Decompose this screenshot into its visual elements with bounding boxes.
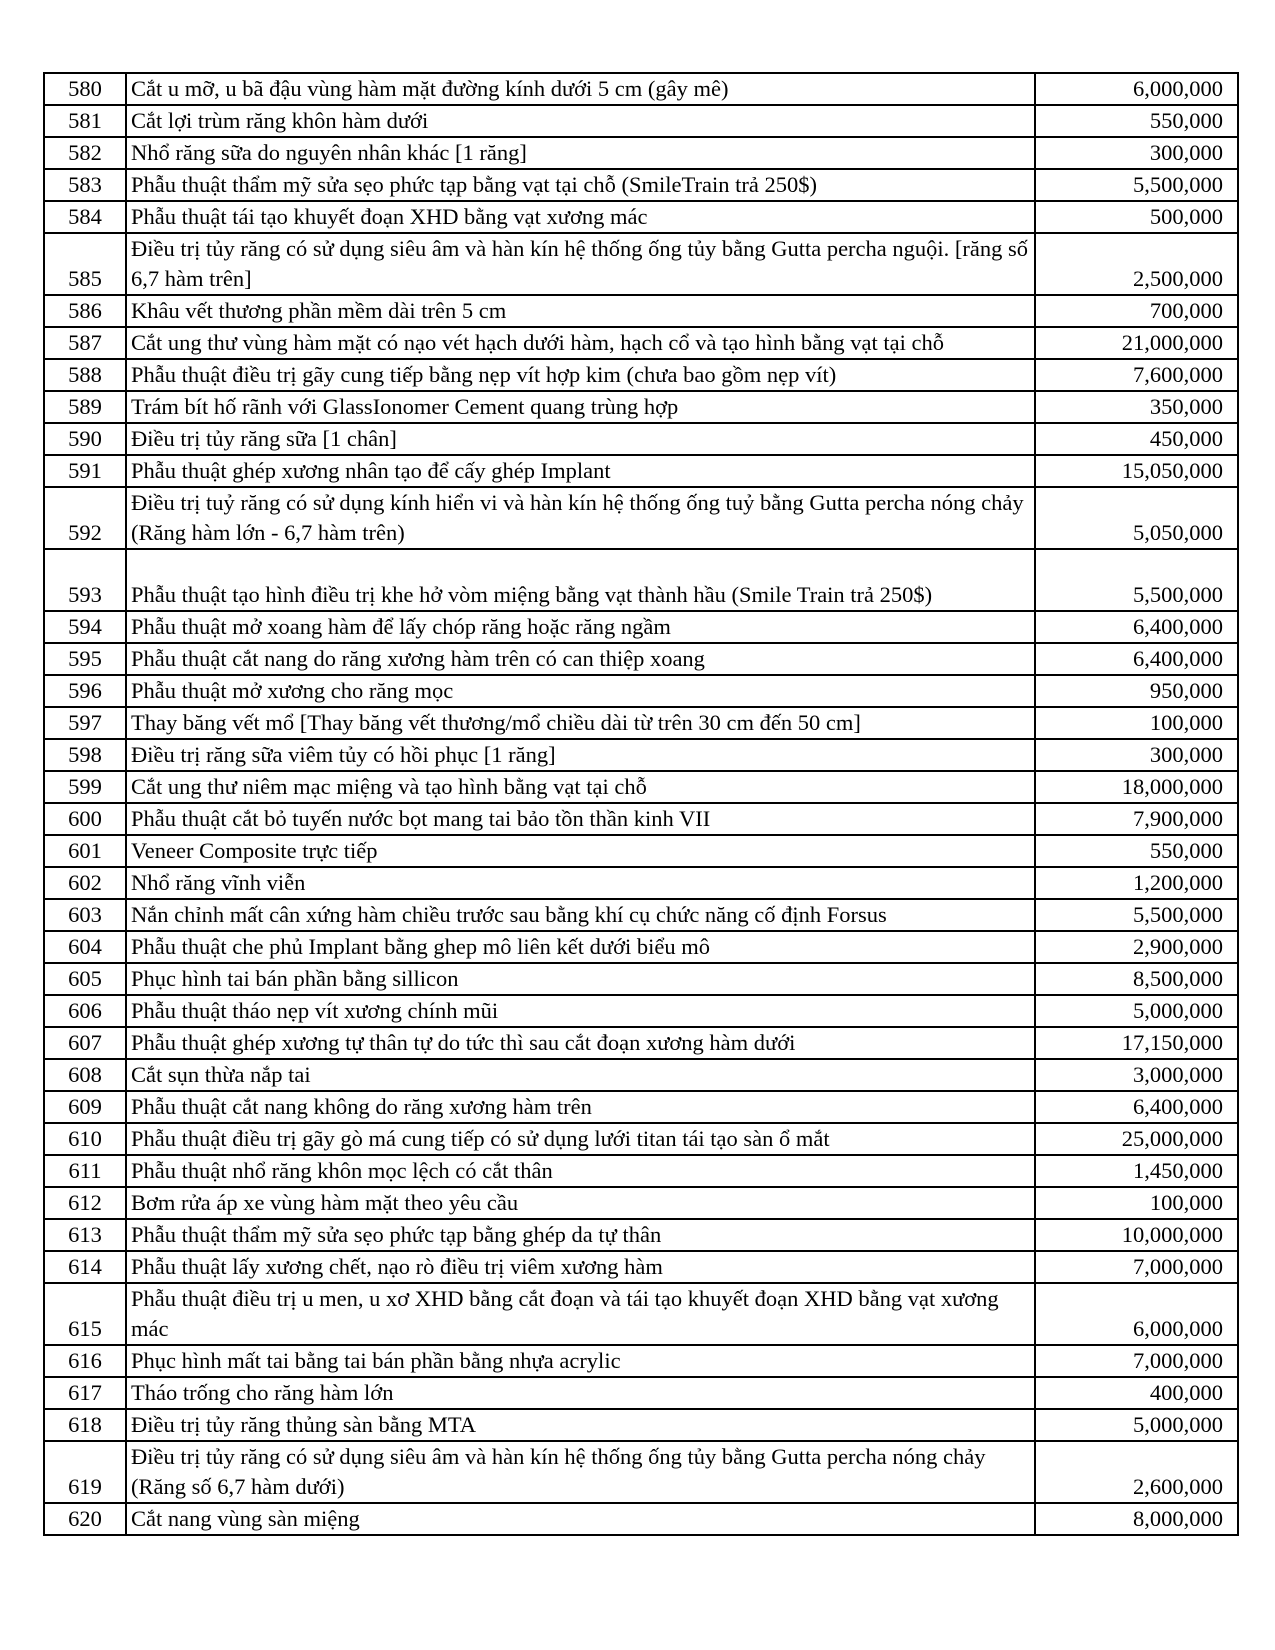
table-row xyxy=(44,803,1238,835)
service-name: Phẫu thuật điều trị u men, u xơ XHD bằng cắt đoạn và tái tạo khuyết đoạn XHD bằng vạt xương mác xyxy=(126,1283,1035,1345)
table-row xyxy=(44,1027,1238,1059)
service-name: Phẫu thuật lấy xương chết, nạo rò điều trị viêm xương hàm xyxy=(126,1251,1035,1283)
service-price: 550,000 xyxy=(1035,105,1238,137)
service-name: Cắt lợi trùm răng khôn hàm dưới xyxy=(126,105,1035,137)
service-price: 3,000,000 xyxy=(1035,1059,1238,1091)
service-name: Trám bít hố rãnh với GlassIonomer Cement quang trùng hợp xyxy=(126,391,1035,423)
service-price: 6,000,000 xyxy=(1035,1283,1238,1345)
row-number: 615 xyxy=(44,1283,126,1345)
table-row xyxy=(44,549,1238,611)
service-price: 100,000 xyxy=(1035,1187,1238,1219)
service-price: 25,000,000 xyxy=(1035,1123,1238,1155)
service-name: Cắt ung thư vùng hàm mặt có nạo vét hạch dưới hàm, hạch cổ và tạo hình bằng vạt tại chỗ xyxy=(126,327,1035,359)
service-price: 300,000 xyxy=(1035,137,1238,169)
table-row xyxy=(44,1409,1238,1441)
row-number: 609 xyxy=(44,1091,126,1123)
table-row xyxy=(44,1251,1238,1283)
service-price: 6,400,000 xyxy=(1035,611,1238,643)
service-name: Phẫu thuật điều trị gãy cung tiếp bằng nẹp vít hợp kim (chưa bao gồm nẹp vít) xyxy=(126,359,1035,391)
row-number: 594 xyxy=(44,611,126,643)
row-number: 583 xyxy=(44,169,126,201)
table-row xyxy=(44,233,1238,295)
row-number: 586 xyxy=(44,295,126,327)
service-price: 6,400,000 xyxy=(1035,1091,1238,1123)
service-name: Cắt nang vùng sàn miệng xyxy=(126,1503,1035,1535)
service-price: 8,500,000 xyxy=(1035,963,1238,995)
service-name: Điều trị răng sữa viêm tủy có hồi phục [1 răng] xyxy=(126,739,1035,771)
row-number: 595 xyxy=(44,643,126,675)
table-row xyxy=(44,487,1238,549)
row-number: 619 xyxy=(44,1441,126,1503)
service-name: Phẫu thuật che phủ Implant bằng ghep mô liên kết dưới biểu mô xyxy=(126,931,1035,963)
service-name: Phẫu thuật cắt nang do răng xương hàm trên có can thiệp xoang xyxy=(126,643,1035,675)
service-name: Khâu vết thương phần mềm dài trên 5 cm xyxy=(126,295,1035,327)
price-table xyxy=(43,72,1239,1536)
table-row xyxy=(44,1377,1238,1409)
service-price: 500,000 xyxy=(1035,201,1238,233)
row-number: 598 xyxy=(44,739,126,771)
row-number: 612 xyxy=(44,1187,126,1219)
table-row xyxy=(44,771,1238,803)
service-name: Điều trị tuỷ răng có sử dụng kính hiển vi và hàn kín hệ thống ống tuỷ bằng Gutta percha nóng chảy (Răng hàm lớn - 6,7 hàm trên) xyxy=(126,487,1035,549)
row-number: 592 xyxy=(44,487,126,549)
row-number: 600 xyxy=(44,803,126,835)
table-row xyxy=(44,423,1238,455)
service-name: Bơm rửa áp xe vùng hàm mặt theo yêu cầu xyxy=(126,1187,1035,1219)
service-name: Nắn chỉnh mất cân xứng hàm chiều trước sau bằng khí cụ chức năng cố định Forsus xyxy=(126,899,1035,931)
table-row xyxy=(44,643,1238,675)
service-price: 2,500,000 xyxy=(1035,233,1238,295)
service-price: 2,600,000 xyxy=(1035,1441,1238,1503)
service-price: 5,050,000 xyxy=(1035,487,1238,549)
table-row xyxy=(44,931,1238,963)
service-price: 5,000,000 xyxy=(1035,995,1238,1027)
service-price: 5,500,000 xyxy=(1035,549,1238,611)
service-name: Điều trị tủy răng có sử dụng siêu âm và hàn kín hệ thống ống tủy bằng Gutta percha nóng chảy (Răng số 6,7 hàm dưới) xyxy=(126,1441,1035,1503)
service-name: Phẫu thuật mở xương cho răng mọc xyxy=(126,675,1035,707)
table-row xyxy=(44,1441,1238,1503)
service-name: Phẫu thuật tháo nẹp vít xương chính mũi xyxy=(126,995,1035,1027)
row-number: 581 xyxy=(44,105,126,137)
service-name: Điều trị tủy răng sữa [1 chân] xyxy=(126,423,1035,455)
row-number: 596 xyxy=(44,675,126,707)
table-row xyxy=(44,675,1238,707)
service-price: 5,000,000 xyxy=(1035,1409,1238,1441)
service-name: Phẫu thuật thẩm mỹ sửa sẹo phức tạp bằng vạt tại chỗ (SmileTrain trả 250$) xyxy=(126,169,1035,201)
table-row xyxy=(44,963,1238,995)
service-price: 18,000,000 xyxy=(1035,771,1238,803)
row-number: 605 xyxy=(44,963,126,995)
row-number: 590 xyxy=(44,423,126,455)
row-number: 617 xyxy=(44,1377,126,1409)
service-price: 21,000,000 xyxy=(1035,327,1238,359)
row-number: 601 xyxy=(44,835,126,867)
table-row xyxy=(44,201,1238,233)
service-price: 400,000 xyxy=(1035,1377,1238,1409)
service-name: Phẫu thuật điều trị gãy gò má cung tiếp có sử dụng lưới titan tái tạo sàn ổ mắt xyxy=(126,1123,1035,1155)
service-price: 450,000 xyxy=(1035,423,1238,455)
service-name: Cắt sụn thừa nắp tai xyxy=(126,1059,1035,1091)
service-price: 6,000,000 xyxy=(1035,73,1238,105)
table-row xyxy=(44,105,1238,137)
row-number: 606 xyxy=(44,995,126,1027)
row-number: 616 xyxy=(44,1345,126,1377)
row-number: 587 xyxy=(44,327,126,359)
service-price: 5,500,000 xyxy=(1035,169,1238,201)
table-row xyxy=(44,899,1238,931)
service-price: 950,000 xyxy=(1035,675,1238,707)
row-number: 582 xyxy=(44,137,126,169)
service-price: 5,500,000 xyxy=(1035,899,1238,931)
service-price: 7,000,000 xyxy=(1035,1345,1238,1377)
service-name: Phẫu thuật thẩm mỹ sửa sẹo phức tạp bằng ghép da tự thân xyxy=(126,1219,1035,1251)
table-row xyxy=(44,1345,1238,1377)
table-row xyxy=(44,137,1238,169)
table-row xyxy=(44,1123,1238,1155)
table-row xyxy=(44,1283,1238,1345)
row-number: 611 xyxy=(44,1155,126,1187)
table-row xyxy=(44,1091,1238,1123)
service-name: Phẫu thuật tái tạo khuyết đoạn XHD bằng vạt xương mác xyxy=(126,201,1035,233)
service-price: 550,000 xyxy=(1035,835,1238,867)
service-name: Phẫu thuật mở xoang hàm để lấy chóp răng hoặc răng ngầm xyxy=(126,611,1035,643)
row-number: 599 xyxy=(44,771,126,803)
table-row xyxy=(44,1503,1238,1535)
service-name: Phục hình tai bán phần bằng sillicon xyxy=(126,963,1035,995)
table-row xyxy=(44,707,1238,739)
service-price: 15,050,000 xyxy=(1035,455,1238,487)
service-price: 1,200,000 xyxy=(1035,867,1238,899)
service-name: Phẫu thuật tạo hình điều trị khe hở vòm miệng bằng vạt thành hầu (Smile Train trả 250$) xyxy=(126,549,1035,611)
service-name: Nhổ răng vĩnh viễn xyxy=(126,867,1035,899)
service-price: 10,000,000 xyxy=(1035,1219,1238,1251)
service-name: Điều trị tủy răng có sử dụng siêu âm và hàn kín hệ thống ống tủy bằng Gutta percha nguội. [răng số 6,7 hàm trên] xyxy=(126,233,1035,295)
table-row xyxy=(44,1155,1238,1187)
row-number: 607 xyxy=(44,1027,126,1059)
row-number: 618 xyxy=(44,1409,126,1441)
table-row xyxy=(44,835,1238,867)
table-row xyxy=(44,739,1238,771)
service-name: Phẫu thuật ghép xương nhân tạo để cấy ghép Implant xyxy=(126,455,1035,487)
table-row xyxy=(44,1059,1238,1091)
row-number: 584 xyxy=(44,201,126,233)
row-number: 591 xyxy=(44,455,126,487)
table-row xyxy=(44,295,1238,327)
table-row xyxy=(44,611,1238,643)
service-price: 17,150,000 xyxy=(1035,1027,1238,1059)
service-price: 6,400,000 xyxy=(1035,643,1238,675)
service-price: 7,000,000 xyxy=(1035,1251,1238,1283)
row-number: 620 xyxy=(44,1503,126,1535)
service-price: 2,900,000 xyxy=(1035,931,1238,963)
table-row xyxy=(44,359,1238,391)
row-number: 589 xyxy=(44,391,126,423)
table-row xyxy=(44,995,1238,1027)
row-number: 580 xyxy=(44,73,126,105)
service-name: Thay băng vết mổ [Thay băng vết thương/mổ chiều dài từ trên 30 cm đến 50 cm] xyxy=(126,707,1035,739)
row-number: 608 xyxy=(44,1059,126,1091)
table-body xyxy=(44,73,1238,1535)
service-price: 7,600,000 xyxy=(1035,359,1238,391)
row-number: 604 xyxy=(44,931,126,963)
service-name: Điều trị tủy răng thủng sàn bằng MTA xyxy=(126,1409,1035,1441)
table-row xyxy=(44,391,1238,423)
service-price: 8,000,000 xyxy=(1035,1503,1238,1535)
table-row xyxy=(44,169,1238,201)
service-name: Tháo trống cho răng hàm lớn xyxy=(126,1377,1035,1409)
row-number: 603 xyxy=(44,899,126,931)
table-row xyxy=(44,73,1238,105)
row-number: 610 xyxy=(44,1123,126,1155)
table-row xyxy=(44,1219,1238,1251)
table-row xyxy=(44,867,1238,899)
row-number: 614 xyxy=(44,1251,126,1283)
row-number: 585 xyxy=(44,233,126,295)
service-price: 7,900,000 xyxy=(1035,803,1238,835)
row-number: 588 xyxy=(44,359,126,391)
service-price: 300,000 xyxy=(1035,739,1238,771)
service-price: 1,450,000 xyxy=(1035,1155,1238,1187)
table-row xyxy=(44,1187,1238,1219)
service-price: 350,000 xyxy=(1035,391,1238,423)
row-number: 613 xyxy=(44,1219,126,1251)
service-name: Phẫu thuật cắt bỏ tuyến nước bọt mang tai bảo tồn thần kinh VII xyxy=(126,803,1035,835)
service-name: Phẫu thuật cắt nang không do răng xương hàm trên xyxy=(126,1091,1035,1123)
row-number: 602 xyxy=(44,867,126,899)
table-row xyxy=(44,455,1238,487)
row-number: 593 xyxy=(44,549,126,611)
service-price: 700,000 xyxy=(1035,295,1238,327)
service-name: Veneer Composite trực tiếp xyxy=(126,835,1035,867)
service-price: 100,000 xyxy=(1035,707,1238,739)
table-row xyxy=(44,327,1238,359)
service-name: Cắt ung thư niêm mạc miệng và tạo hình bằng vạt tại chỗ xyxy=(126,771,1035,803)
service-name: Phẫu thuật nhổ răng khôn mọc lệch có cắt thân xyxy=(126,1155,1035,1187)
service-name: Nhổ răng sữa do nguyên nhân khác [1 răng] xyxy=(126,137,1035,169)
service-name: Phẫu thuật ghép xương tự thân tự do tức thì sau cắt đoạn xương hàm dưới xyxy=(126,1027,1035,1059)
service-name: Phục hình mất tai bằng tai bán phần bằng nhựa acrylic xyxy=(126,1345,1035,1377)
row-number: 597 xyxy=(44,707,126,739)
service-name: Cắt u mỡ, u bã đậu vùng hàm mặt đường kính dưới 5 cm (gây mê) xyxy=(126,73,1035,105)
